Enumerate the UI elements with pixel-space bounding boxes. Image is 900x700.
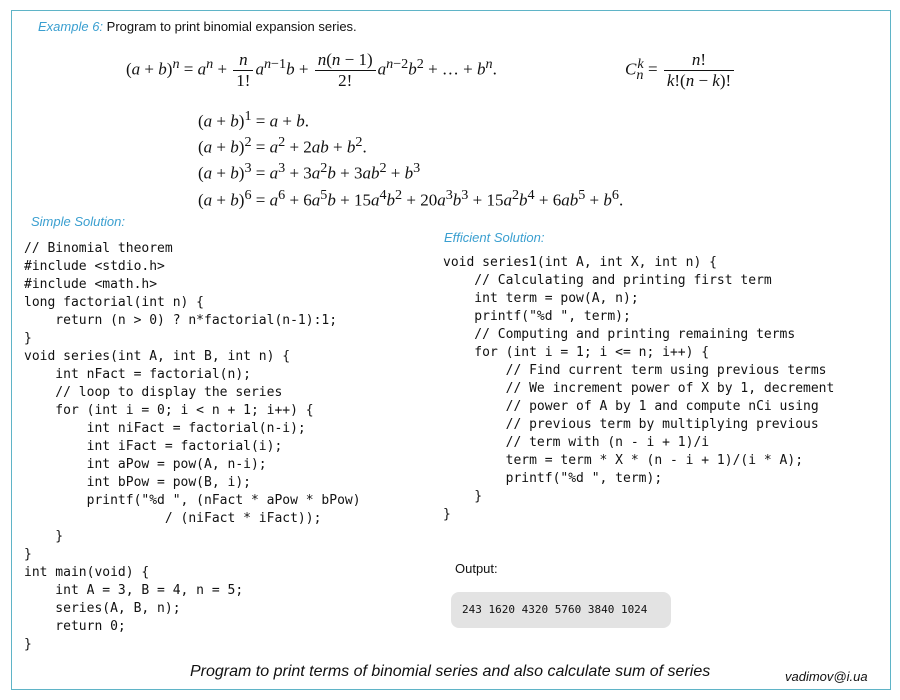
code-line: // Computing and printing remaining terms <box>474 327 796 342</box>
example-title <box>38 19 357 34</box>
simple-solution-code <box>24 240 361 654</box>
code-line: } <box>24 331 32 346</box>
code-line: } <box>474 489 483 504</box>
code-line: void series(int A, int B, int n) { <box>24 349 291 364</box>
code-line: term = term * X * (n - i + 1)/(i * A); <box>505 453 804 468</box>
author: vadimov@i.ua <box>785 669 868 684</box>
caption: Program to print terms of binomial series and also calculate sum of series <box>190 663 711 680</box>
code-line: // Calculating and printing first term <box>474 273 772 288</box>
code-line: printf("%d ", (nFact * aPow * bPow) <box>86 493 361 508</box>
code-line: // loop to display the series <box>55 385 283 400</box>
code-line: int A = 3, B = 4, n = 5; <box>55 583 244 598</box>
code-line: // term with (n - i + 1)/i <box>505 435 710 450</box>
combination-formula: $C_n^k$ = $\frac{n!}{k!(n - k)!}$ <box>625 50 736 91</box>
code-line: #include <math.h> <box>24 277 158 292</box>
code-line: int iFact = factorial(i); <box>86 439 283 454</box>
code-line: series(A, B, n); <box>55 601 181 616</box>
code-line: printf("%d ", term); <box>505 471 663 486</box>
code-line: } <box>24 547 32 562</box>
example-label: Example 6: <box>38 19 104 34</box>
code-line: return 0; <box>55 619 126 634</box>
code-line: #include <stdio.h> <box>24 259 165 274</box>
code-line: // previous term by multiplying previous <box>505 417 819 432</box>
code-line: for (int i = 0; i < n + 1; i++) { <box>55 403 314 418</box>
code-line: // We increment power of X by 1, decrement <box>505 381 835 396</box>
output-label: Output: <box>455 561 498 576</box>
code-line: } <box>24 637 32 652</box>
code-line: printf("%d ", term); <box>474 309 631 324</box>
code-line: void series1(int A, int X, int n) { <box>443 255 717 270</box>
efficient-solution-label: Efficient Solution: <box>444 230 545 245</box>
code-line: // power of A by 1 and compute nCi using <box>505 399 819 414</box>
expansion-1: $(a + b)^1 = a + b$. <box>198 108 309 131</box>
example-text: Program to print binomial expansion series. <box>103 19 357 34</box>
code-line: int bPow = pow(B, i); <box>86 475 251 490</box>
code-line: int nFact = factorial(n); <box>55 367 251 382</box>
output-box: 243 1620 4320 5760 3840 1024 <box>451 592 671 628</box>
code-line: return (n > 0) ? n*factorial(n-1):1; <box>55 313 338 328</box>
expansion-3: $(a + b)^3 = a^3 + 3a^2b + 3ab^2 + b^3$ <box>198 160 421 183</box>
code-line: } <box>55 529 64 544</box>
code-line: / (niFact * iFact)); <box>164 511 322 526</box>
code-line: int main(void) { <box>24 565 150 580</box>
binomial-formula: $(a + b)^n = a^n$ + $\frac{n}{1!}$ $a^{n-1}b$ + $\frac{n(n - 1)}{2!}$ $a^{n-2}b^2$ + … + $b^n$. <box>126 50 497 90</box>
code-line: int aPow = pow(A, n-i); <box>86 457 267 472</box>
code-line: long factorial(int n) { <box>24 295 205 310</box>
expansion-6: $(a + b)^6 = a^6 + 6a^5b + 15a^4b^2 + 20a^3b^3 + 15a^2b^4 + 6ab^5 + b^6$. <box>198 187 624 210</box>
code-line: int term = pow(A, n); <box>474 291 639 306</box>
expansion-2: $(a + b)^2 = a^2 + 2ab + b^2$. <box>198 134 367 157</box>
code-line: for (int i = 1; i <= n; i++) { <box>474 345 710 360</box>
simple-solution-label: Simple Solution: <box>31 214 125 229</box>
efficient-solution-code <box>443 254 834 524</box>
code-line: // Binomial theorem <box>24 241 173 256</box>
code-line: int niFact = factorial(n-i); <box>86 421 306 436</box>
code-line: } <box>443 507 451 522</box>
code-line: // Find current term using previous terms <box>505 363 827 378</box>
